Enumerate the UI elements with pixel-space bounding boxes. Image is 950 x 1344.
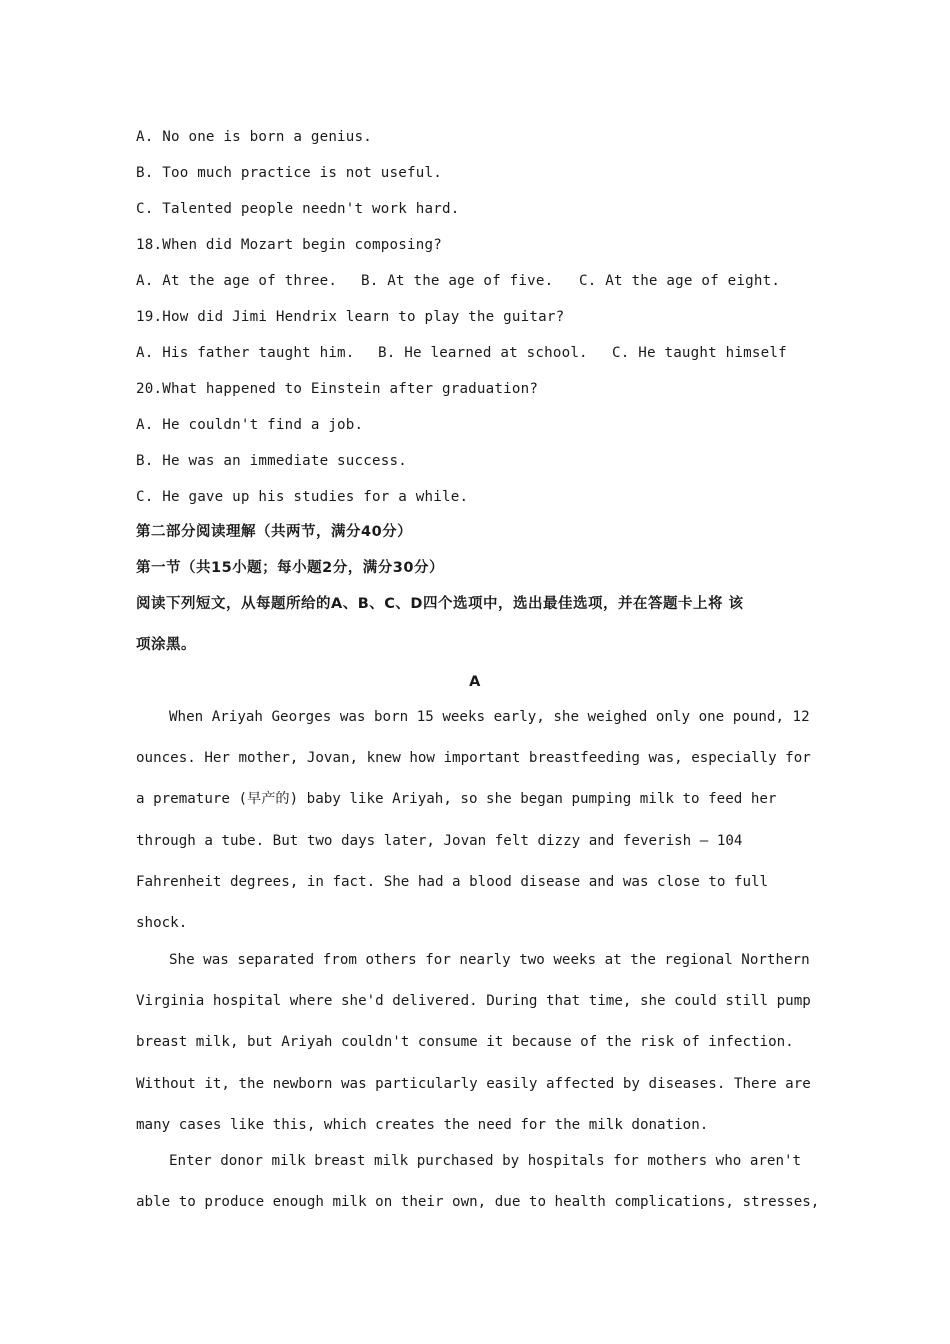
section1-title: 第一节（共15小题；每小题2分，满分30分） — [136, 560, 444, 576]
instruction-line-1: 阅读下列短文，从每题所给的A、B、C、D四个选项中，选出最佳选项，并在答题卡上将 该 — [136, 596, 744, 612]
passage-paragraph-1 — [136, 708, 811, 955]
passage-paragraph-2 — [136, 951, 811, 1157]
q20-option-c: C. He gave up his studies for a while. — [136, 489, 469, 505]
paragraph-line: shock. — [136, 914, 188, 931]
q19-question: 19.How did Jimi Hendrix learn to play the guitar? — [136, 309, 565, 325]
passage-heading: A — [469, 674, 481, 690]
paragraph-line: many cases like this, which creates the need for the milk donation. — [136, 1116, 709, 1133]
q18-option-a: A. At the age of three. — [136, 273, 338, 289]
paragraph-line: breast milk, but Ariyah couldn't consume it because of the risk of infection. — [136, 1034, 794, 1051]
paragraph-line: Enter donor milk breast milk purchased by hospitals for mothers who aren't — [169, 1153, 802, 1169]
paragraph-line: Without it, the newborn was particularly easily affected by diseases. There are — [136, 1075, 811, 1092]
paragraph-line: When Ariyah Georges was born 15 weeks early, she weighed only one pound, 12 — [169, 709, 810, 725]
paragraph-line: Fahrenheit degrees, in fact. She had a blood disease and was close to full — [136, 873, 769, 890]
instruction-line-2: 项涂黑。 — [136, 637, 196, 653]
q20-question: 20.What happened to Einstein after graduation? — [136, 381, 539, 397]
part2-title: 第二部分阅读理解（共两节，满分40分） — [136, 524, 413, 540]
q18-option-b: B. At the age of five. — [361, 273, 554, 289]
paragraph-line: able to produce enough milk on their own, due to health complications, stresses, — [136, 1194, 820, 1211]
q20-option-a: A. He couldn't find a job. — [136, 417, 364, 433]
q19-option-a: A. His father taught him. — [136, 345, 355, 361]
q17-option-c: C. Talented people needn't work hard. — [136, 201, 460, 217]
paragraph-line: through a tube. But two days later, Jovan felt dizzy and feverish — 104 — [136, 832, 743, 849]
q18-option-c: C. At the age of eight. — [579, 273, 781, 289]
q17-option-b: B. Too much practice is not useful. — [136, 165, 442, 181]
q20-option-b: B. He was an immediate success. — [136, 453, 407, 469]
paragraph-line: Virginia hospital where she'd delivered. During that time, she could still pump — [136, 993, 811, 1010]
paragraph-line: ounces. Her mother, Jovan, knew how important breastfeeding was, especially for — [136, 750, 811, 767]
q19-option-c: C. He taught himself — [612, 345, 787, 361]
q17-option-a: A. No one is born a genius. — [136, 129, 373, 145]
passage-paragraph-3 — [136, 1152, 820, 1234]
paragraph-line: a premature (早产的) baby like Ariyah, so she began pumping milk to feed her — [136, 791, 777, 808]
paragraph-line: She was separated from others for nearly two weeks at the regional Northern — [169, 952, 810, 968]
q19-option-b: B. He learned at school. — [378, 345, 588, 361]
q18-question: 18.When did Mozart begin composing? — [136, 237, 442, 253]
